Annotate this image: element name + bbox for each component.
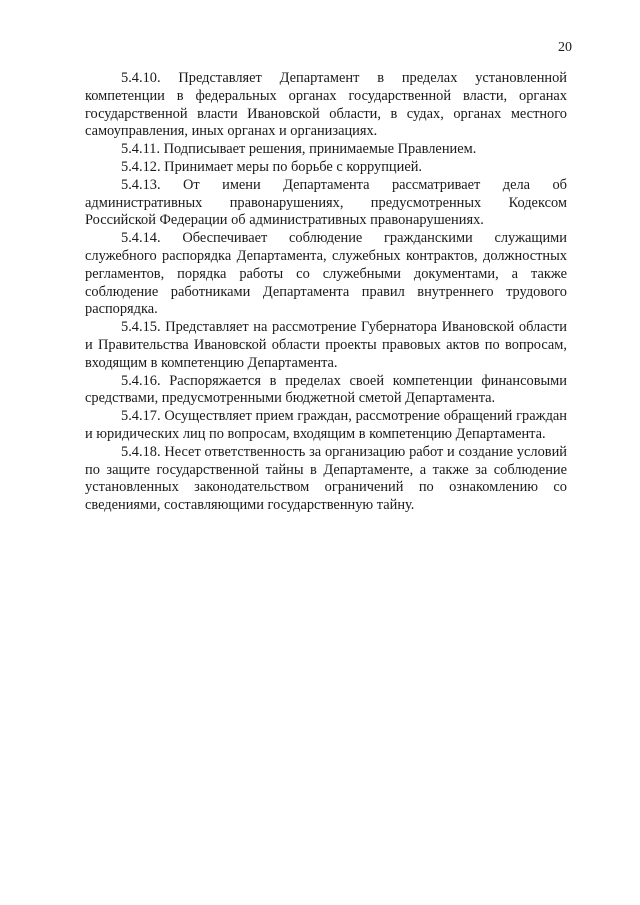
paragraph-5-4-16: 5.4.16. Распоряжается в пределах своей компетенции финансовыми средствами, предусмотренными бюджетной сметой Департамента. xyxy=(85,372,567,407)
paragraph-5-4-18: 5.4.18. Несет ответственность за организацию работ и создание условий по защите государственной тайны в Департаменте, а также за соблюдение установленных законодательством ограничений по ознакомлению со сведениями, составляющими государственную тайну. xyxy=(85,443,567,514)
document-body xyxy=(85,70,567,515)
page-number: 20 xyxy=(558,40,572,55)
paragraph-5-4-12: 5.4.12. Принимает меры по борьбе с коррупцией. xyxy=(121,158,423,175)
paragraph-5-4-15: 5.4.15. Представляет на рассмотрение Губернатора Ивановской области и Правительства Ивановской области проекты правовых актов по вопросам, входящим в компетенцию Департамента. xyxy=(85,319,567,371)
paragraph-5-4-10: 5.4.10. Представляет Департамент в пределах установленной компетенции в федеральных органах государственной власти, органах государственной власти Ивановской области, в судах, органах местного самоуправления, иных органах и организациях. xyxy=(85,70,567,140)
paragraph-5-4-11: 5.4.11. Подписывает решения, принимаемые Правлением. xyxy=(121,141,477,158)
paragraph-5-4-13: 5.4.13. От имени Департамента рассматривает дела об административных правонарушениях, предусмотренных Кодексом Российской Федерации об административных правонарушениях. xyxy=(85,176,567,229)
paragraph-5-4-14: 5.4.14. Обеспечивает соблюдение гражданскими служащими служебного распорядка Департамента, служебных контрактов, должностных регламентов, порядка работы со служебными документами, а также соблюдение работниками Департамента правил внутреннего трудового распорядка. xyxy=(85,230,567,318)
paragraph-5-4-17: 5.4.17. Осуществляет прием граждан, рассмотрение обращений граждан и юридических лиц по вопросам, входящим в компетенцию Департамента. xyxy=(85,408,567,442)
